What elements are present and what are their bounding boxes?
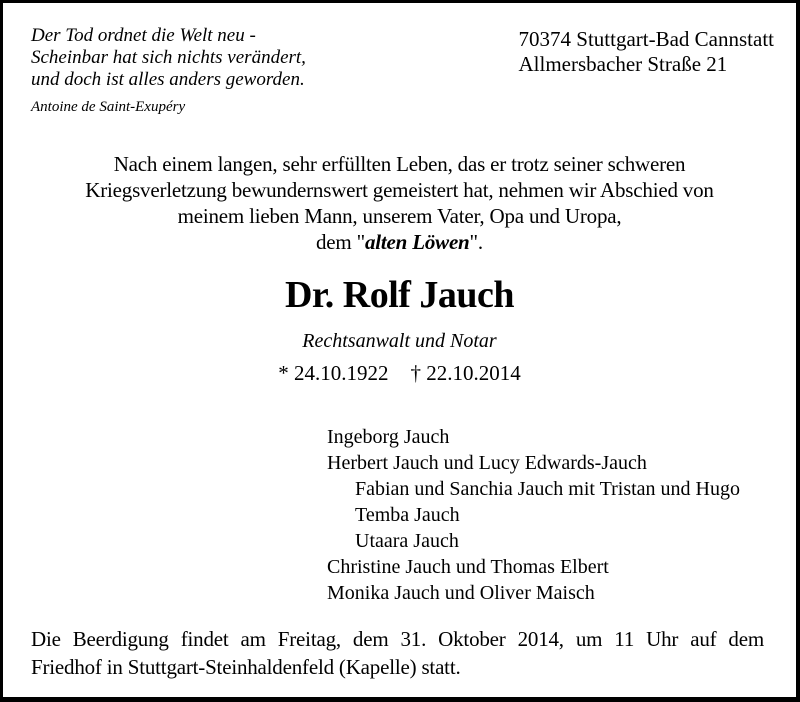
nickname-emphasis: alten Löwen [364,230,470,254]
address-street: Allmersbacher Straße 21 [518,52,728,76]
announcement-paragraph [3,151,796,255]
life-dates [3,361,796,386]
mourners-list [327,424,740,606]
address-block [519,27,774,77]
quote-line-2: Scheinbar hat sich nichts verändert, [31,47,306,68]
birth-date: * 24.10.1922 [278,361,389,385]
mourner-row: Utaara Jauch [355,530,459,552]
announcement-line-4-prefix: dem " [316,230,365,254]
announcement-line-2: Kriegsverletzung bewundernswert gemeistert hat, nehmen wir Abschied von [85,178,714,202]
mourner-row: Christine Jauch und Thomas Elbert [327,556,609,578]
funeral-info-line-1: Die Beerdigung findet am Freitag, dem 31. Oktober 2014, um 11 Uhr auf dem [31,627,764,651]
mourner-row: Ingeborg Jauch [327,426,450,448]
quote-line-1: Der Tod ordnet die Welt neu - [31,25,256,46]
quote-block [31,25,306,118]
mourner-row: Herbert Jauch und Lucy Edwards-Jauch [327,452,647,474]
death-date: † 22.10.2014 [410,361,521,385]
mourner-row: Temba Jauch [355,504,460,526]
announcement-line-4 [3,229,796,255]
address-city: 70374 Stuttgart-Bad Cannstatt [518,27,774,51]
deceased-profession: Rechtsanwalt und Notar [302,330,497,352]
funeral-info-line-2: Friedhof in Stuttgart-Steinhaldenfeld (Kapelle) statt. [31,655,461,679]
announcement-line-3: meinem lieben Mann, unserem Vater, Opa und Uropa, [177,204,622,228]
mourner-row: Monika Jauch und Oliver Maisch [327,582,595,604]
quote-line-3: und doch ist alles anders geworden. [31,69,305,90]
announcement-line-4-suffix: ". [469,230,483,254]
quote-attribution: Antoine de Saint-Exupéry [31,99,186,115]
funeral-info [31,625,764,681]
deceased-name: Dr. Rolf Jauch [284,274,515,316]
announcement-line-1: Nach einem langen, sehr erfüllten Leben, das er trotz seiner schweren [113,152,686,176]
mourner-row: Fabian und Sanchia Jauch mit Tristan und Hugo [355,478,740,500]
